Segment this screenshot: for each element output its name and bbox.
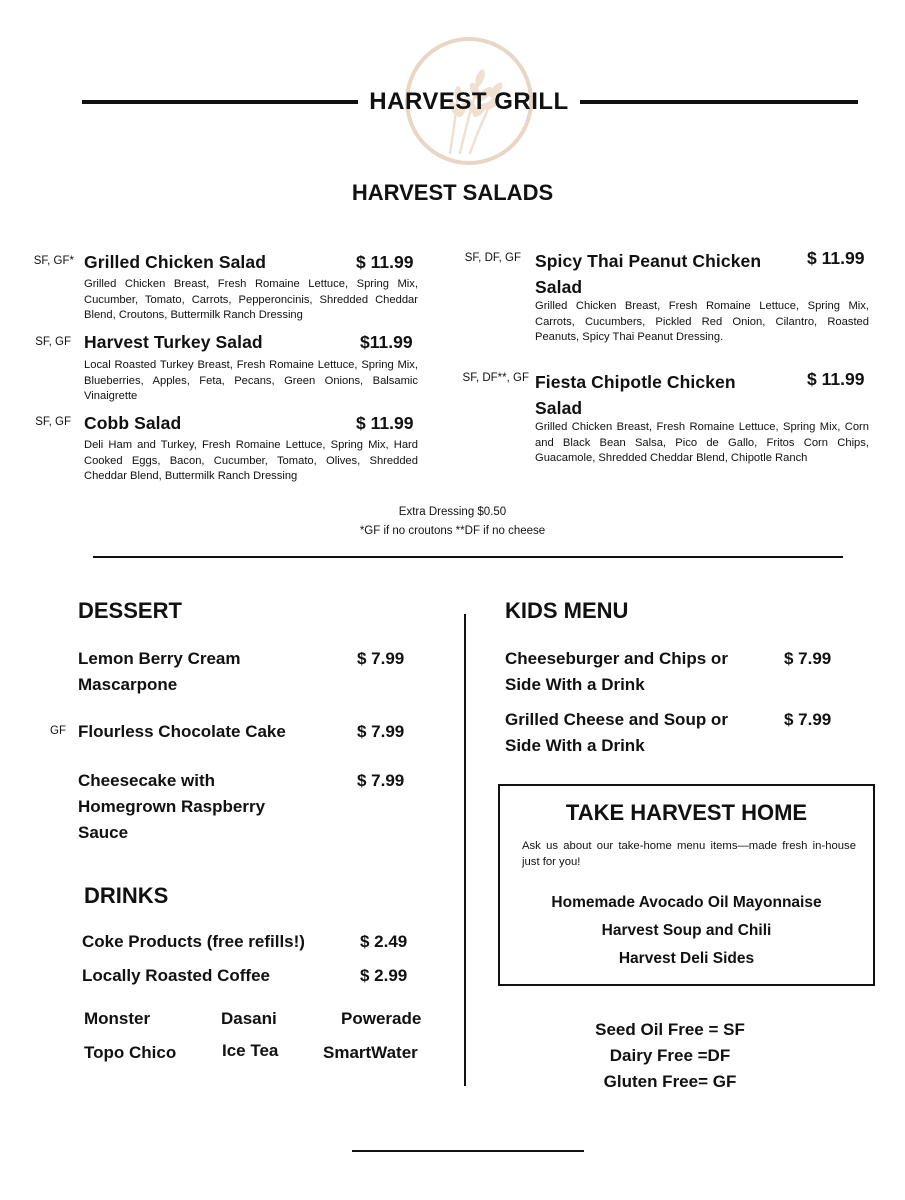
salad-price: $ 11.99 (807, 369, 865, 389)
kids-item-name: Cheeseburger and Chips or Side With a Drink (505, 649, 728, 694)
kids-title: KIDS MENU (505, 598, 629, 623)
dessert-name: Flourless Chocolate Cake (78, 722, 286, 741)
kids-item-name: Grilled Cheese and Soup or Side With a Drink (505, 710, 728, 755)
salad-name: Harvest Turkey Salad (84, 332, 263, 352)
kids-item-price: $ 7.99 (784, 649, 832, 668)
take-home-item: Harvest Soup and Chili (601, 922, 772, 939)
dessert-price: $ 7.99 (357, 722, 405, 741)
salad-tags: SF, DF, GF (464, 252, 521, 264)
section-divider (93, 556, 843, 558)
dessert-price: $ 7.99 (357, 649, 405, 668)
salad-description: Grilled Chicken Breast, Fresh Romaine Lettuce, Spring Mix, Corn and Black Bean Salsa, Pico de Gallo, Fritos Corn Chips, Guacamole, Shredded Cheddar Blend, Chipotle Ranch (535, 421, 869, 465)
header-rule-left (82, 100, 358, 104)
salad-description: Grilled Chicken Breast, Fresh Romaine Lettuce, Spring Mix, Cucumber, Tomato, Carrots, Pepperoncinis, Shredded Cheddar Blend, Croutons, Buttermilk Ranch Dressing (84, 278, 418, 322)
take-home-item: Homemade Avocado Oil Mayonnaise (551, 894, 822, 911)
salad-name: Spicy Thai Peanut Chicken Salad (535, 251, 762, 297)
dessert-name: Cheesecake with Homegrown Raspberry Sauce (78, 771, 266, 842)
extra-dressing-note: Extra Dressing $0.50 (398, 506, 507, 518)
take-home-item: Harvest Deli Sides (618, 950, 755, 967)
dessert-title: DESSERT (78, 598, 182, 623)
salad-description: Local Roasted Turkey Breast, Fresh Romaine Lettuce, Spring Mix, Blueberries, Apples, Feta, Pecans, Green Onions, Balsamic Vinaigrette (84, 359, 418, 403)
drink-price: $ 2.49 (360, 932, 408, 951)
drink-option: Powerade (341, 1009, 422, 1028)
take-home-box (498, 784, 875, 986)
drink-option: Ice Tea (222, 1041, 279, 1060)
salad-name: Grilled Chicken Salad (84, 252, 267, 272)
drink-price: $ 2.99 (360, 966, 408, 985)
kids-item-price: $ 7.99 (784, 710, 832, 729)
drinks-title: DRINKS (84, 883, 169, 908)
footer-rule (352, 1150, 584, 1152)
legend-sf: Seed Oil Free = SF (595, 1020, 745, 1039)
salad-description: Deli Ham and Turkey, Fresh Romaine Lettuce, Spring Mix, Hard Cooked Eggs, Bacon, Cucumber, Tomato, Olives, Shredded Cheddar Blend, Buttermilk Ranch Dressing (84, 439, 418, 483)
salad-tags: SF, GF (35, 336, 71, 348)
salad-price: $ 11.99 (356, 252, 414, 272)
dessert-tags: GF (50, 725, 66, 737)
drink-option: Topo Chico (84, 1043, 177, 1062)
salad-tags: SF, GF (35, 416, 71, 428)
drink-option: Monster (84, 1009, 151, 1028)
salad-name: Fiesta Chipotle Chicken Salad (535, 372, 736, 418)
salad-price: $ 11.99 (356, 413, 414, 433)
drink-option: Dasani (221, 1009, 277, 1028)
salads-title: HARVEST SALADS (351, 180, 554, 205)
brand-title: HARVEST GRILL (369, 88, 569, 115)
header-rule-right (580, 100, 858, 104)
salad-price: $ 11.99 (807, 248, 865, 268)
legend-gf: Gluten Free= GF (603, 1072, 737, 1091)
gf-df-footnote: *GF if no croutons **DF if no cheese (359, 525, 546, 537)
dessert-price: $ 7.99 (357, 771, 405, 790)
salad-price: $11.99 (360, 332, 413, 352)
column-divider (464, 614, 466, 1086)
salad-name: Cobb Salad (84, 413, 182, 433)
take-home-title: TAKE HARVEST HOME (565, 800, 808, 825)
drink-name: Coke Products (free refills!) (82, 932, 305, 951)
legend-df: Dairy Free =DF (609, 1046, 731, 1065)
take-home-description: Ask us about our take-home menu items—made fresh in-house just for you! (522, 840, 856, 868)
drink-option: SmartWater (323, 1043, 418, 1062)
salad-description: Grilled Chicken Breast, Fresh Romaine Lettuce, Spring Mix, Carrots, Cucumbers, Pickled Red Onion, Cilantro, Roasted Peanuts, Spicy Thai Peanut Dressing. (535, 300, 869, 344)
salad-tags: SF, GF* (33, 255, 74, 267)
dessert-name: Lemon Berry Cream Mascarpone (78, 649, 241, 694)
drink-name: Locally Roasted Coffee (82, 966, 270, 985)
salad-tags: SF, DF**, GF (462, 372, 529, 384)
